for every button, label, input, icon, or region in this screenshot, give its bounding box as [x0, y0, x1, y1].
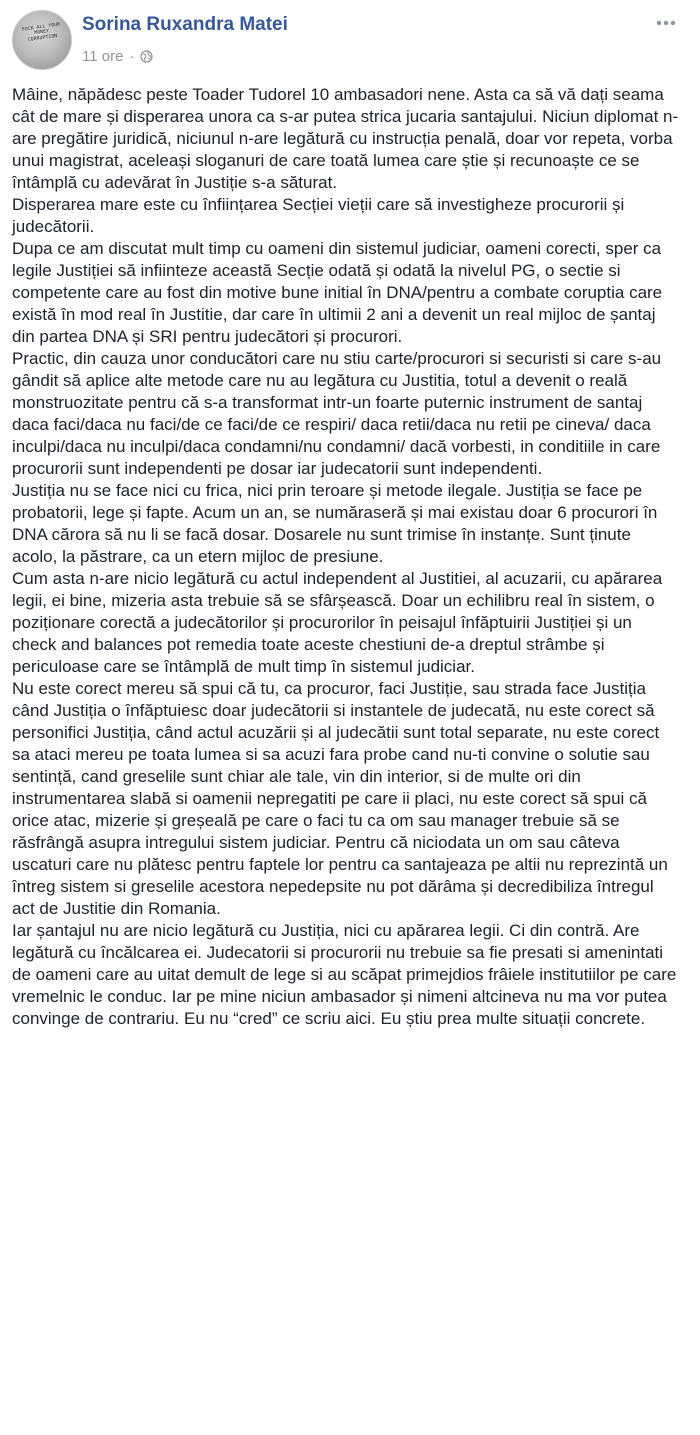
post-paragraph: Cum asta n-are nicio legătură cu actul independent al Justitiei, al acuzarii, cu apărarea legii, ei bine, mizeria asta trebuie să se sfârșească. Doar un echilibru real în sistem, o poziționare corectă a judecătorilor și procurorilor în peisajul înfăptuirii Justiției și un check and balances pot remedia toate aceste chestiuni de-a dreptul strâmbe și periculoase care se întâmplă de mult timp în sistemul judiciar.	[12, 569, 663, 676]
post-body	[12, 84, 682, 1030]
post-paragraph: Dupa ce am discutat mult timp cu oameni din sistemul judiciar, oameni corecti, sper ca legile Justiției să infiinteze această Secție odată și odată la nivelul PG, o sectie si competente care au fost din motive bune initial în DNA/pentru a combate coruptia care există în mod real în Justitie, dar care în ultimii 2 ani a devenit un real mijloc de șantaj din partea DNA și SRI pentru judecători și procurori.	[12, 239, 663, 346]
meta-separator: ·	[129, 48, 135, 65]
post-paragraph: Mâine, năpădesc peste Toader Tudorel 10 ambasadori nene. Asta ca să vă dați seama cât de mare și disperarea unora ca s-ar putea strica jucaria santajului. Niciun diplomat n-are pregătire juridică, niciunul n-are legătură cu instrucția penală, doar vor repeta, vorba unui magistrat, aceleași sloganuri de care toată lumea care știe și recunoaște ce se întâmplă cu adevărat în Justiție s-a săturat.	[12, 85, 679, 192]
author-name[interactable]: Sorina Ruxandra Matei	[82, 14, 288, 35]
avatar-text: FUCK ALL YOUR MONEY CORRUPTION	[21, 22, 61, 43]
globe-icon[interactable]	[140, 50, 153, 63]
post-paragraph: Justiția nu se face nici cu frica, nici prin teroare și metode ilegale. Justiția se face pe probatorii, lege și fapte. Acum un an, se număraseră și mai existau doar 6 procurori în DNA cărora să nu li se facă dosar. Dosarele nu sunt trimise în instanțe. Sunt ținute acolo, la păstrare, ca un etern mijloc de presiune.	[12, 481, 658, 566]
post-paragraph: Practic, din cauza unor conducători care nu stiu carte/procurori si securisti si care s-au gândit să aplice alte metode care nu au legătura cu Justitia, totul a devenit o reală monstruozitate pentru că s-a transformat intr-un foarte puternic instrument de santaj daca faci/daca nu faci/de ce faci/de ce respiri/ daca retii/daca nu retii pe cineva/ daca inculpi/daca nu inculpi/daca condamni/nu condamni/ dacă vorbesti, in conditiile in care procurorii sunt independenti pe dosar iar judecatorii sunt independenti.	[12, 349, 662, 478]
post-paragraph: Disperarea mare este cu înființarea Secției vieții care să investigheze procurorii și judecătorii.	[12, 195, 625, 236]
more-options-icon[interactable]	[654, 14, 678, 32]
post-meta	[82, 48, 153, 65]
post-header	[12, 8, 682, 78]
post-paragraph: Nu este corect mereu să spui că tu, ca procuror, faci Justiție, sau strada face Justiția când Justiția o înfăptuiesc doar judecătorii si instantele de judecată, nu este corect să personifici Justiția, când actul acuzării și al judecătii sunt total separate, nu este corect sa ataci mereu pe toata lumea si sa acuzi fara probe cand nu-ti convine o solutie sau sentință, cand greselile sunt chiar ale tale, vin din interior, si de multe ori din instrumentarea slabă si oamenii nepregatiti pe care ii placi, nu este corect să spui că orice atac, mizerie și greșeală pe care o faci tu ca om sau manager trebuie să se răsfrângă asupra intregului sistem judiciar. Pentru că niciodata un om sau câteva uscaturi care nu plătesc pentru faptele lor pentru ca santajeaza pe altii nu reprezintă un întreg sistem si greselile acestora nepedepsite nu pot dărâma și decredibiliza întregul act de Justitie din Romania.	[12, 679, 668, 918]
post-time[interactable]: 11 ore	[82, 48, 124, 65]
post-paragraph: Iar șantajul nu are nicio legătură cu Justiția, nici cu apărarea legii. Ci din contră. Are legătură cu încălcarea ei. Judecatorii si procurorii nu trebuie sa fie presati si amenintati de oameni care au uitat demult de lege si au scăpat primejdios frâiele institutiilor pe care vremelnic le conduc. Iar pe mine niciun ambasador și nimeni altcineva nu ma vor putea convinge de contrariu. Eu nu “cred” ce scriu aici. Eu știu prea multe situații concrete.	[12, 921, 677, 1028]
avatar[interactable]	[12, 10, 72, 70]
